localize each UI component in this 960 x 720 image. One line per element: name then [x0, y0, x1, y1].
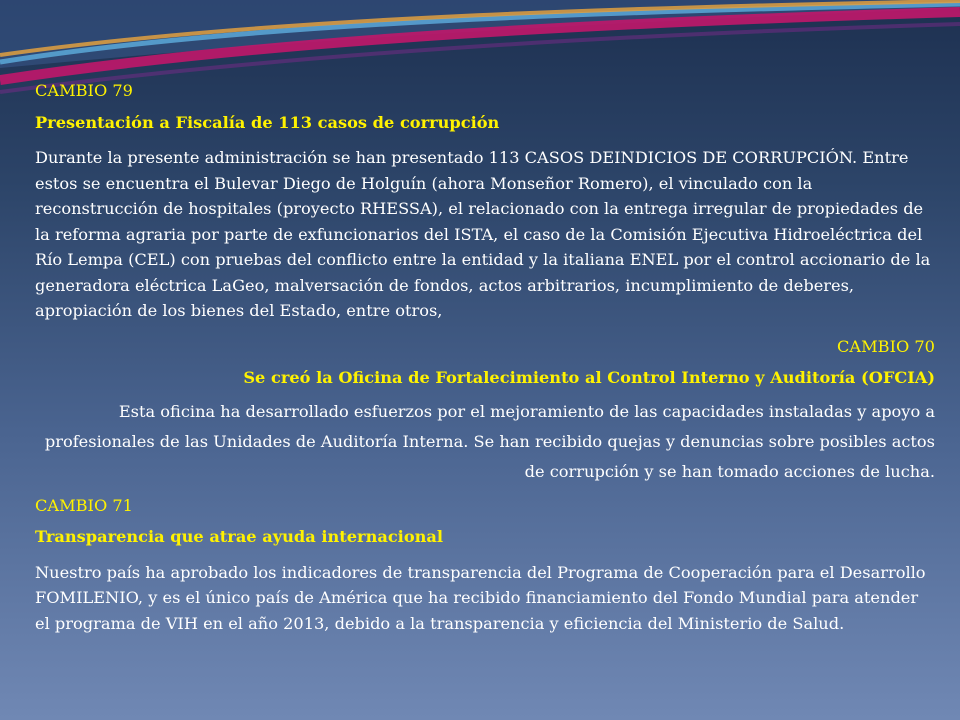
section-body: Esta oficina ha desarrollado esfuerzos por el mejoramiento de las capacidades instaladas y apoyo a profesionales de las Unidades de Auditoría Interna. Se han recibido quejas y denuncias sobre posibles actos de corrupción y se han tomado acciones de lucha.: [44, 401, 935, 481]
section-heading: CAMBIO 71: [35, 495, 133, 515]
section-title: Presentación a Fiscalía de 113 casos de corrupción: [35, 112, 500, 132]
section-body: Durante la presente administración se han presentado 113 CASOS DEINDICIOS DE CORRUPCIÓN. Entre estos se encuentra el Bulevar Diego de Holguín (ahora Monseñor Romero), el vinculado con la reconstrucción de hospitales (proyecto RHESSA), el relacionado con la entrega irregular de propiedades de la reforma agraria por parte de exfuncionarios del ISTA, el caso de la Comisión Ejecutiva Hidroeléctrica del Río Lempa (CEL) con pruebas del conflicto entre la entidad y la italiana ENEL por el control accionario de la generadora eléctrica LaGeo, malversación de fondos, actos arbitrarios, incumplimiento de deberes, apropiación de los bienes del Estado, entre otros,: [35, 148, 931, 320]
section-title: Transparencia que atrae ayuda internacional: [35, 527, 444, 546]
section-heading: CAMBIO 79: [35, 81, 133, 100]
section-title: Se creó la Oficina de Fortalecimiento al Control Interno y Auditoría (OFCIA): [243, 368, 935, 387]
slide-content: [35, 78, 935, 636]
section-heading: CAMBIO 70: [837, 336, 935, 356]
section-body: Nuestro país ha aprobado los indicadores de transparencia del Programa de Cooperación para el Desarrollo FOMILENIO, y es el único país de América que ha recibido financiamiento del Fondo Mundial para atender el programa de VIH en el año 2013, debido a la transparencia y eficiencia del Ministerio de Salud.: [35, 562, 926, 633]
